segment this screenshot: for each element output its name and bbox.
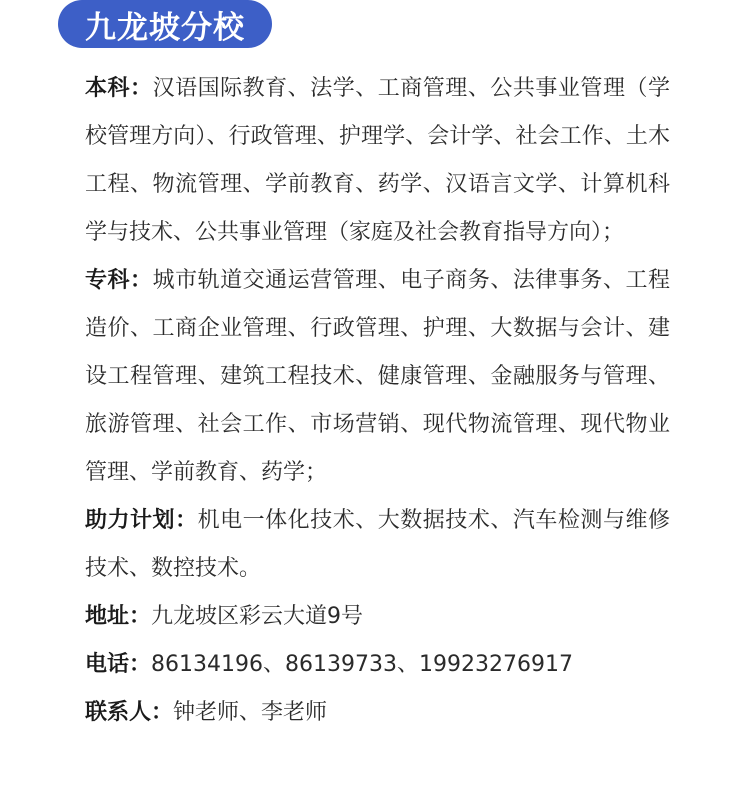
phone-section — [85, 641, 670, 689]
title-badge — [58, 0, 272, 48]
program-info — [85, 65, 670, 737]
undergrad-label: 本科： — [85, 76, 153, 101]
contact-value: 钟老师、李老师 — [173, 700, 328, 725]
contact-section — [85, 689, 670, 737]
address-section — [85, 593, 670, 641]
assist-plan-section — [85, 497, 670, 593]
undergrad-majors: 汉语国际教育、法学、工商管理、公共事业管理（学校管理方向）、行政管理、护理学、会计学、社会工作、土木工程、物流管理、学前教育、药学、汉语言文学、计算机科学与技术、公共事业管理（家庭及社会教育指导方向）； — [85, 76, 670, 245]
address-label: 地址： — [85, 604, 152, 629]
phone-value: 86134196、86139733、19923276917 — [151, 652, 573, 677]
page-title: 九龙坡分校 — [85, 9, 245, 46]
contact-label: 联系人： — [85, 700, 174, 725]
assist-plan-majors: 机电一体化技术、大数据技术、汽车检测与维修技术、数控技术。 — [85, 508, 670, 581]
address-value: 九龙坡区彩云大道9号 — [151, 604, 364, 629]
junior-college-label: 专科： — [85, 268, 153, 293]
assist-plan-label: 助力计划： — [85, 508, 198, 533]
phone-label: 电话： — [85, 652, 152, 677]
junior-college-majors: 城市轨道交通运营管理、电子商务、法律事务、工程造价、工商企业管理、行政管理、护理、大数据与会计、建设工程管理、建筑工程技术、健康管理、金融服务与管理、旅游管理、社会工作、市场营销、现代物流管理、现代物业管理、学前教育、药学； — [85, 268, 670, 485]
undergrad-section — [85, 65, 670, 257]
junior-college-section — [85, 257, 670, 497]
